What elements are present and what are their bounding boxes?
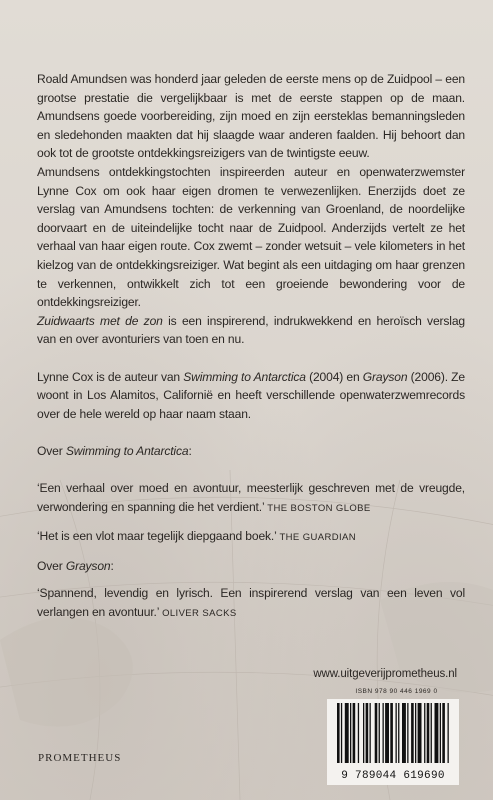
barcode-bar	[411, 703, 414, 763]
review-heading-1: Over Swimming to Antarctica:	[37, 443, 192, 458]
barcode-bar	[337, 703, 340, 763]
barcode-bar	[358, 703, 359, 763]
barcode-bar	[424, 703, 425, 763]
barcode-bar	[370, 703, 371, 763]
barcode-bar	[366, 703, 369, 763]
barcode-bar	[383, 703, 384, 763]
barcode-bar	[379, 703, 380, 763]
barcode-bar	[398, 703, 399, 763]
barcode-bar	[440, 703, 441, 763]
barcode-bar	[385, 703, 389, 763]
barcode-bars	[327, 699, 459, 769]
barcode-bar	[418, 703, 422, 763]
review-heading-2: Over Grayson:	[37, 558, 114, 573]
barcode-bar	[341, 703, 342, 763]
publisher-logo: PROMETHEUS	[38, 752, 122, 764]
barcode-bar	[427, 703, 430, 763]
review-source-2: THE GUARDIAN	[279, 532, 357, 544]
isbn-label: ISBN 978 90 446 1969 0	[355, 688, 438, 695]
story-paragraph: Amundsens ontdekkingstochten inspireerden auteur en openwaterzwemster Lynne Cox om ook haar eigen dromen te verwezenlijken. Enerzijds doet ze verslag van Amundsens tochten: de verkenning van Groenland, de noordelijke doorvaart en de uiteindelijke tocht naar de Zuidpool. Anderzijds vertelt ze het verhaal van haar eigen route. Cox zwemt – zonder wetsuit – vele kilometers in het kielzog van de ontdekkingsreiziger. Wat begint als een uitdaging om haar grenzen te verkennen, ontwikkelt zich tot een groeiende bewondering voor de ontdekkingsreiziger.	[37, 164, 465, 310]
barcode-bar	[350, 703, 351, 763]
barcode-bar	[435, 703, 439, 763]
barcode-bar	[415, 703, 416, 763]
barcode-bar	[402, 703, 406, 763]
intro-paragraph: Roald Amundsen was honderd jaar geleden de eerste mens op de Zuidpool – een grootse prestatie die vergelijkbaar is met de eerste stappen op de maan. Amundsens goede voorbereiding, zijn moed en zijn eersteklas bemanningsleden en sledehonden maakten dat hij slaagde waar anderen faalden. Hij behoort dan ook tot de grootste ontdekkingsreizigers van de twintigste eeuw.	[37, 72, 465, 161]
review-quote-2: ‘Het is een vlot maar tegelijk diepgaand boek.’ THE GUARDIAN	[37, 529, 357, 544]
book-title: Zuidwaarts met de zon	[37, 313, 163, 328]
barcode-bar	[375, 703, 378, 763]
review-quote-3: ‘Spannend, levendig en lyrisch. Een inspirerend verslag van een leven vol verlangen en avontuur.’ OLIVER SACKS	[37, 586, 465, 620]
barcode-bar	[363, 703, 364, 763]
barcode-bar	[448, 703, 449, 763]
barcode-bar	[345, 703, 349, 763]
review-source-3: OLIVER SACKS	[162, 608, 237, 620]
barcode-digits: 9 789044 619690	[341, 770, 445, 782]
back-cover-text	[37, 70, 465, 624]
review-quote-1: ‘Een verhaal over moed en avontuur, meesterlijk geschreven met de vreugde, verwondering en spanning die het verdient.’ THE BOSTON GLOBE	[37, 481, 465, 514]
barcode-bar	[407, 703, 408, 763]
barcode-bar	[353, 703, 356, 763]
barcode-bar	[390, 703, 393, 763]
summary-paragraph: Zuidwaarts met de zon is een inspirerend, indrukwekkend en heroïsch verslag van en over avonturiers van toen en nu.	[37, 313, 465, 347]
barcode-bar	[442, 703, 445, 763]
publisher-website: www.uitgeverijprometheus.nl	[313, 668, 457, 680]
barcode-bar	[431, 703, 432, 763]
author-bio: Lynne Cox is de auteur van Swimming to Antarctica (2004) en Grayson (2006). Ze woont in Los Alamitos, Californië en heeft verschillende openwaterzwemrecords over de hele wereld op haar naam staan.	[37, 369, 465, 421]
review-source-1: THE BOSTON GLOBE	[267, 502, 371, 514]
barcode-bar	[396, 703, 397, 763]
